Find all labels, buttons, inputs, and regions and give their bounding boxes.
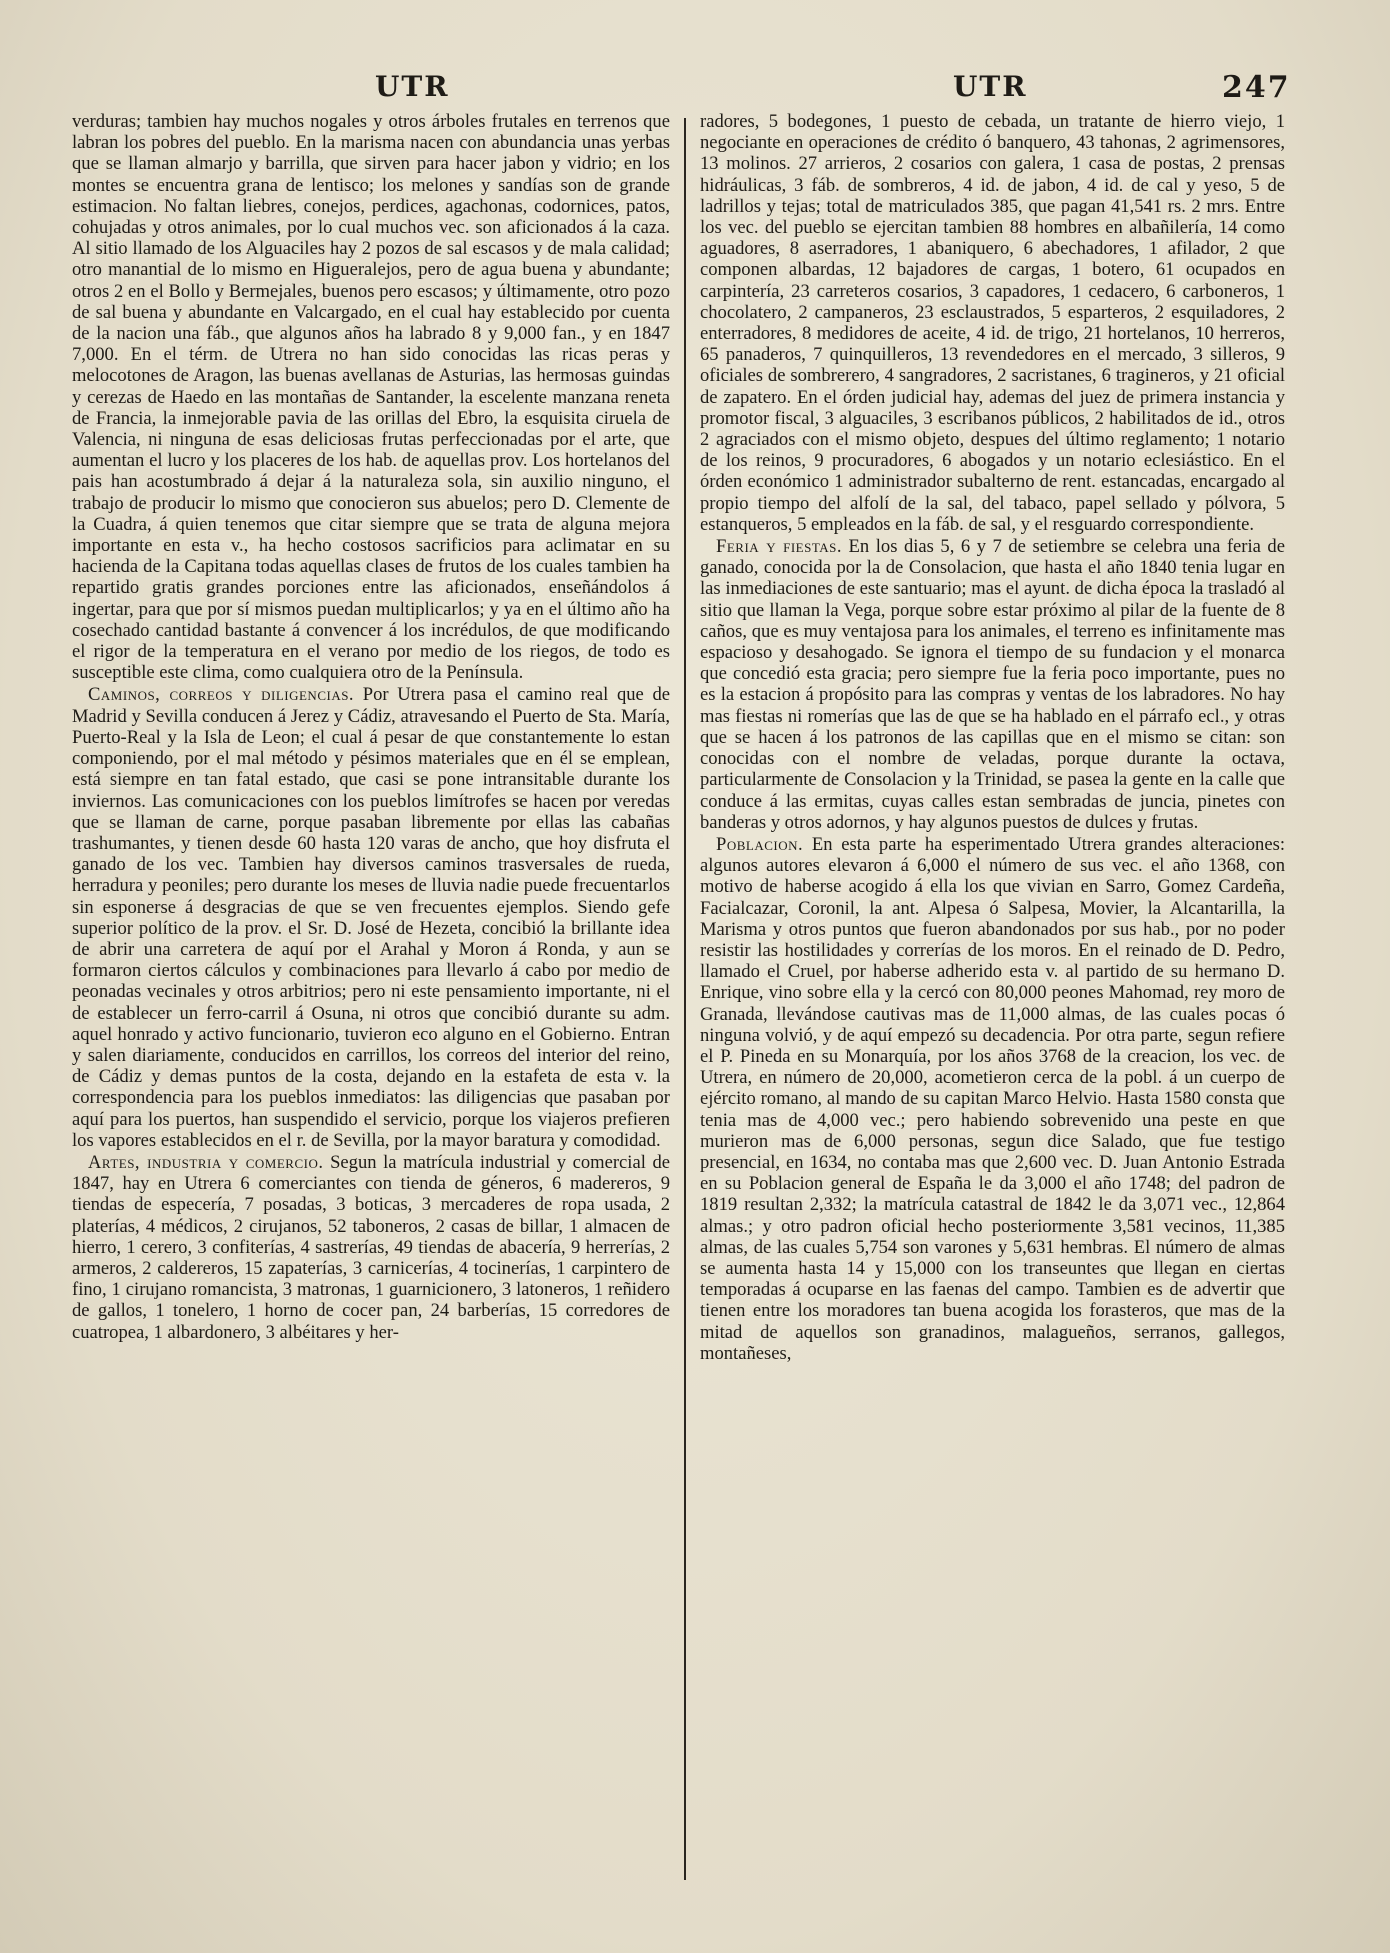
section-heading-industry: Artes, industria y comercio. bbox=[88, 1151, 324, 1173]
left-column bbox=[72, 111, 670, 1881]
right-column bbox=[700, 111, 1285, 1881]
paragraph-fair bbox=[700, 536, 1285, 833]
paragraph-population-text: En esta parte ha esperimentado Utrera grandes alteraciones: algunos autores elevaron á 6,000 el número de sus vec. el año 1368, con motivo de haberse acogido á ella los que vivian en Sarro, Gomez Cardeña, Facialcazar, Coronil, la ant. Alpesa ó Salpesa, Movier, la Alcantarilla, la Marisma y otros puntos que fueron abandonados por sus hab., por no poder resistir las hostilidades y correrías de los moros. En el reinado de D. Pedro, llamado el Cruel, por haberse adherido esta v. al partido de su hermano D. Enrique, vino sobre ella y la cercó con 80,000 peones Mahomad, rey moro de Granada, llevándose cautivas mas de 11,000 almas, de las cuales pocas ó ninguna volvió, y de aquí empezó su decadencia. Por otra parte, segun refiere el P. Pineda en su Monarquía, por los años 3768 de la creacion, los vec. de Utrera, en número de 20,000, acometieron cerca de la pobl. á un cuerpo de ejército romano, al mando de su capitan Marco Helvio. Hasta 1580 consta que tenia mas de 4,000 vec.; pero habiendo sobrevenido una peste en que murieron mas de 6,000 personas, segun dice Salado, que fue testigo presencial, en 1634, no contaba mas que 2,600 vec. D. Juan Antonio Estrada en su Poblacion general de España le da 3,000 el año 1748; del padron de 1819 resultan 2,332; la matrícula catastral de 1842 le da 3,071 vec., 12,864 almas.; y otro padron oficial hecho posteriormente 3,581 vecinos, 11,385 almas, de las cuales 5,754 son varones y 5,631 hembras. El número de almas se aumenta hasta 14 y 15,000 con los transeuntes que llegan en ciertas temporadas á ocuparse en las faenas del campo. Tambien es de advertir que tienen entre los moradores tan buena acogida los forasteros, que mas de la mitad de aquellos son granadinos, malagueños, serranos, gallegos, montañeses, bbox=[700, 833, 1285, 1364]
running-head-right: UTR bbox=[953, 70, 1028, 103]
column-divider bbox=[684, 118, 686, 1880]
section-heading-fair: Feria y fiestas. bbox=[716, 536, 843, 558]
paragraph-fair-text: En los dias 5, 6 y 7 de setiembre se celebra una feria de ganado, conocida por la de Consolacion, que hasta el año 1840 tenia lugar en las inmediaciones de este santuario; mas el ayunt. de dicha época la trasladó al sitio que llaman la Vega, porque sobre estar próximo al pilar de la fuente de 8 caños, que es muy ventajosa para los animales, el terreno es infinitamente mas espacioso y desahogado. Se ignora el tiempo de su fundacion y el monarca que concedió esta gracia; pero siempre fue la feria poco importante, pues no es la estacion á propósito para las compras y ventas de los labradores. No hay mas fiestas ni romerías que las de que se ha hablado en el párrafo ecl., y otras que se hacen á los patronos de las capillas que en el mismo se citan: son conocidas con el nombre de veladas, porque durante la octava, particularmente de Consolacion y la Trinidad, se pasea la gente en la calle que conduce á las ermitas, cuyas calles estan sembradas de juncia, pinetes con banderas y otros adornos, y hay algunos puestos de dulces y frutas. bbox=[700, 536, 1285, 833]
section-heading-roads: Caminos, correos y diligencias. bbox=[88, 684, 355, 706]
paragraph-trades: radores, 5 bodegones, 1 puesto de cebada, un tratante de hierro viejo, 1 negociante en operaciones de crédito ó banquero, 43 tahonas, 2 agrimensores, 13 molinos. 27 arrieros, 2 cosarios con galera, 1 casa de postas, 2 prensas hidráulicas, 3 fáb. de sombreros, 4 id. de jabon, 4 id. de cal y yeso, 5 de ladrillos y tejas; total de matriculados 385, que pagan 41,541 rs. 2 mrs. Entre los vec. del pueblo se ejercitan tambien 88 hombres en albañilería, 14 como aguadores, 8 aserradores, 1 abaniquero, 6 abechadores, 1 afilador, 2 que componen albardas, 12 bajadores de cargas, 1 botero, 61 ocupados en carpintería, 23 carreteros cosarios, 3 capadores, 1 cedacero, 6 carboneros, 1 chocolatero, 2 campaneros, 23 esclaustrados, 5 esparteros, 2 esquiladores, 2 enterradores, 8 medidores de aceite, 4 id. de trigo, 21 hortelanos, 10 herreros, 65 panaderos, 7 quinquilleros, 13 revendedores en el mercado, 3 silleros, 9 oficiales de sombrerero, 4 sangradores, 2 sacristanes, 6 tragineros, y 21 oficial de zapatero. En el órden judicial hay, ademas del juez de primera instancia y promotor fiscal, 3 alguaciles, 3 escribanos públicos, 2 habilitados de id., otros 2 agraciados con el mismo objeto, despues del último reglamento; 1 notario de los reinos, 9 procuradores, 6 abogados y un notario eclesiástico. En el órden económico 1 administrador subalterno de rent. estancadas, encargado al propio tiempo del alfolí de la sal, del tabaco, papel sellado y pólvora, 5 estanqueros, 5 empleados en la fáb. de sal, y el resguardo correspondiente. bbox=[700, 111, 1285, 535]
page-number: 247 bbox=[1222, 70, 1291, 105]
section-heading-population: Poblacion. bbox=[716, 833, 804, 855]
paragraph-industry bbox=[72, 1152, 670, 1343]
paragraph-roads-text: Por Utrera pasa el camino real que de Madrid y Sevilla conducen á Jerez y Cádiz, atravesando el Puerto de Sta. María, Puerto-Real y la Isla de Leon; el cual á pesar de que constantemente lo estan componiendo, por el mal método y pésimos materiales que en él se emplean, está siempre en tan fatal estado, que casi se pone intransitable durante los inviernos. Las comunicaciones con los pueblos limítrofes se hacen por veredas que se llaman de carne, porque pasaban libremente por ellas las cabañas trashumantes, y tienen desde 60 hasta 120 varas de ancho, que hoy disfruta el ganado de los vec. Tambien hay diversos caminos trasversales de rueda, herradura y peoniles; pero durante los meses de lluvia nadie puede frecuentarlos sin esponerse á desgracias de que se ven frecuentes ejemplos. Siendo gefe superior político de la prov. el Sr. D. José de Hezeta, concibió la brillante idea de abrir una carretera de aquí por el Arahal y Moron á Ronda, y aun se formaron ciertos cálculos y combinaciones para llevarlo á cabo por medio de peonadas vecinales y otros arbitrios; pero ni este pensamiento importante, ni el de establecer un ferro-carril á Osuna, ni otros que concibió durante su adm. aquel honrado y activo funcionario, tuvieron eco alguno en el Gobierno. Entran y salen diariamente, conducidos en carrillos, los correos del interior del reino, de Cádiz y demas puntos de la costa, dejando en la estafeta de esta v. la correspondencia para los pueblos inmediatos: las diligencias que pasaban por aquí para los puertos, han suspendido el servicio, porque los viajeros prefieren los vapores establecidos en el r. de Sevilla, por la mayor baratura y comodidad. bbox=[72, 684, 670, 1151]
paragraph-industry-text: Segun la matrícula industrial y comercial de 1847, hay en Utrera 6 comerciantes con tienda de géneros, 6 madereros, 9 tiendas de especería, 7 posadas, 3 boticas, 3 mercaderes de ropa usada, 2 platerías, 4 médicos, 2 cirujanos, 52 taboneros, 2 casas de billar, 1 almacen de hierro, 1 cerero, 3 confiterías, 4 sastrerías, 49 tiendas de abacería, 9 herrerías, 2 armeros, 2 caldereros, 15 zapaterías, 3 carnicerías, 4 tocinerías, 1 carpintero de fino, 1 cirujano romancista, 3 matronas, 1 guarnicionero, 3 latoneros, 1 reñidero de gallos, 1 tonelero, 1 horno de cocer pan, 24 barberías, 15 corredores de cuatropea, 1 albardonero, 3 albéitares y her- bbox=[72, 1151, 670, 1343]
running-head-left: UTR bbox=[375, 70, 450, 103]
paragraph-products: verduras; tambien hay muchos nogales y otros árboles frutales en terrenos que labran los pobres del pueblo. En la marisma nacen con abundancia unas yerbas que se llaman almarjo y barrilla, que sirven para hacer jabon y vidrio; en los montes se encuentra grana de lentisco; los melones y sandías son de grande estimacion. No faltan liebres, conejos, perdices, agachonas, codornices, patos, cohujadas y otros animales, por lo cual muchos vec. son aficionados á la caza. Al sitio llamado de los Alguaciles hay 2 pozos de sal escasos y de mala calidad; otro manantial de lo mismo en Higueralejos, pero de agua buena y abundante; otros 2 en el Bollo y Bermejales, buenos pero escasos; y últimamente, otro pozo de sal buena y abundante en Valcargado, en el cual hay establecido por cuenta de la nacion una fáb., que algunos años ha labrado 8 y 9,000 fan., y en 1847 7,000. En el térm. de Utrera no han sido conocidas las ricas peras y melocotones de Aragon, las buenas avellanas de Asturias, las hermosas guindas y cerezas de Haedo en las montañas de Santander, la escelente manzana reneta de Francia, la inmejorable pavia de las orillas del Ebro, la esquisita ciruela de Valencia, ni ninguna de esas deliciosas frutas perfeccionadas por el arte, que aumentan el lucro y los placeres de los hab. de aquellas prov. Los hortelanos del pais han acostumbrado á dejar á la naturaleza sola, sin auxilio ninguno, el trabajo de producir lo mismo que conocieron sus abuelos; pero D. Clemente de la Cuadra, á quien tenemos que citar siempre que se trata de alguna mejora importante en esta v., ha hecho costosos sacrificios para aclimatar en su hacienda de la Capitana todas aquellas clases de frutos de los cuales tambien ha repartido gratis grandes porciones entre las aficionados, enseñándolos á ingertar, para que por sí mismos puedan multiplicarlos; y ya en el último año ha cosechado cantidad bastante á convencer á los incrédulos, de que modificando el rigor de la temperatura en el verano por medio de los riegos, de todo es susceptible este clima, como cualquiera otro de la Península. bbox=[72, 111, 670, 684]
paragraph-roads bbox=[72, 684, 670, 1150]
paragraph-population bbox=[700, 834, 1285, 1364]
